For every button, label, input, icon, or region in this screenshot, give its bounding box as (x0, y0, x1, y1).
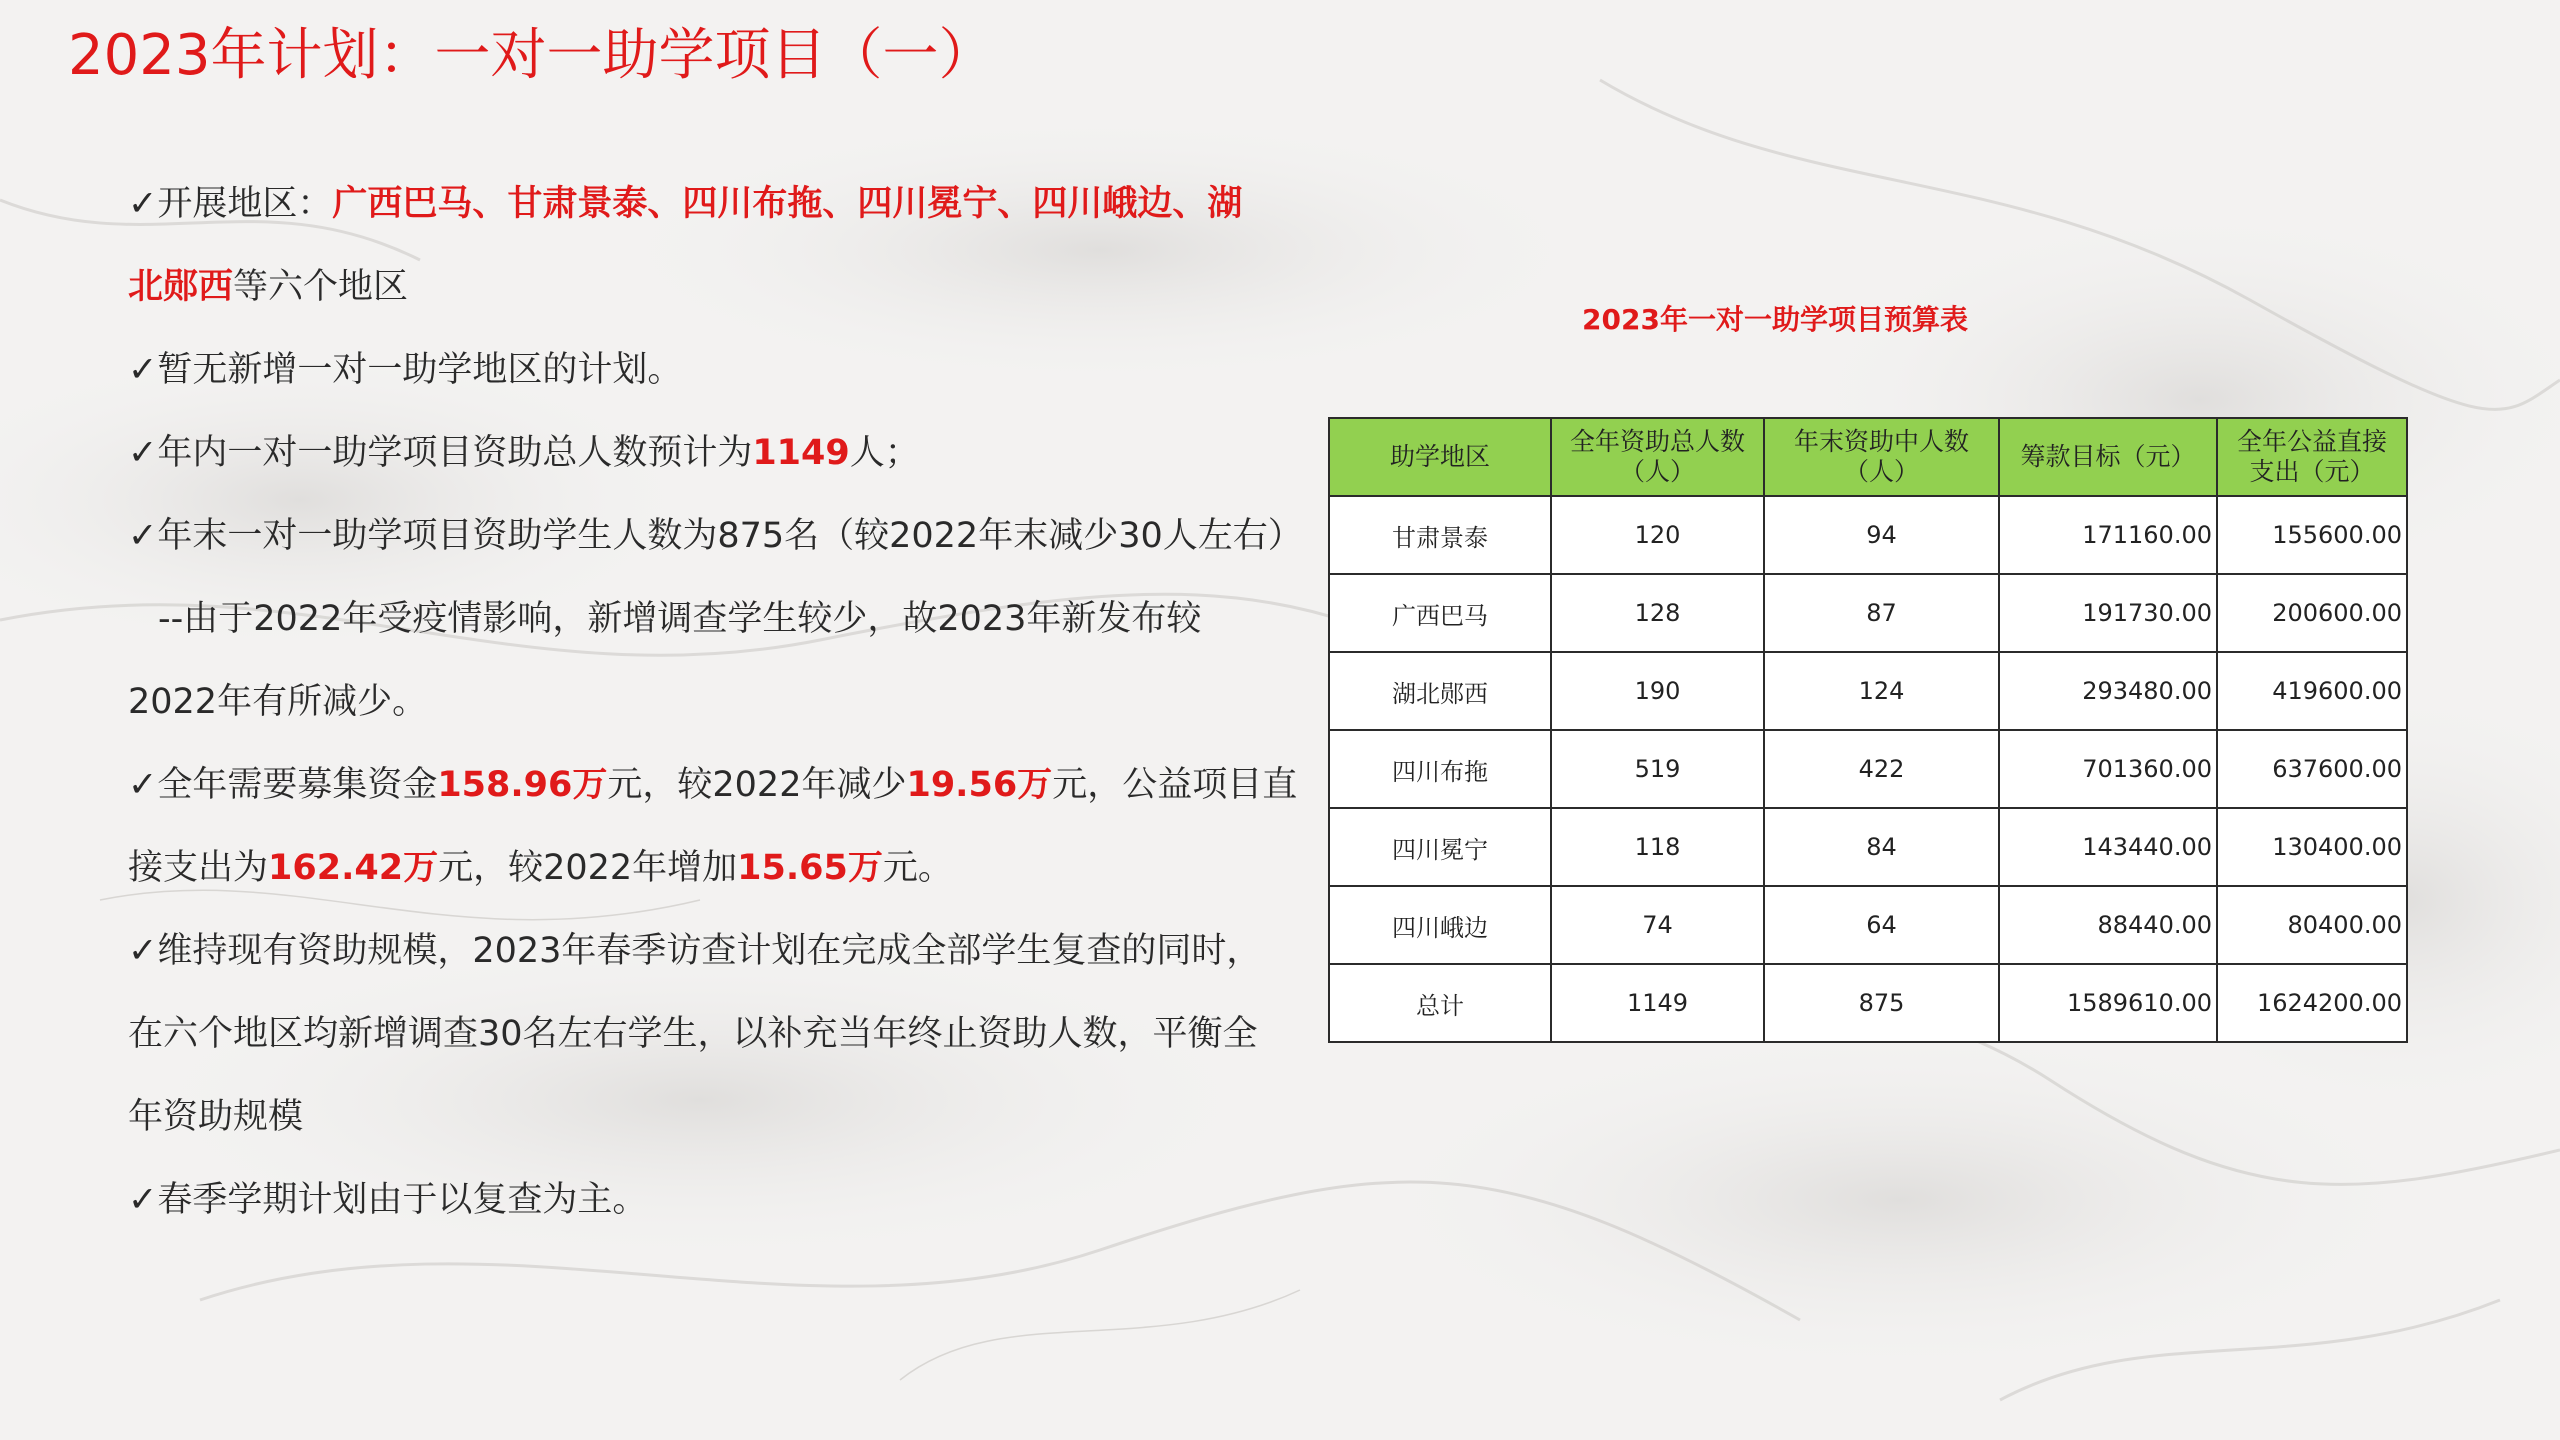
value-cell: 1149 (1551, 964, 1764, 1042)
bullet-line (128, 1159, 1268, 1242)
header-label: 全年资助总人数 (1569, 427, 1745, 456)
value-cell: 87 (1764, 574, 1999, 652)
body-text: 元，较2022年增加 (438, 848, 738, 888)
bullet-line (128, 329, 1268, 412)
value-cell: 143440.00 (1999, 808, 2217, 886)
header-label: 全年公益直接 (2236, 427, 2387, 456)
value-cell: 875 (1764, 964, 1999, 1042)
bullet-line (128, 661, 1268, 744)
value-cell: 74 (1551, 886, 1764, 964)
table-row (1329, 964, 2407, 1042)
table-row (1329, 652, 2407, 730)
value-cell: 64 (1764, 886, 1999, 964)
value-cell: 1624200.00 (2217, 964, 2407, 1042)
table-row (1329, 574, 2407, 652)
body-text: 元。 (882, 848, 953, 888)
body-text: 元，较2022年减少 (607, 765, 907, 805)
value-cell: 130400.00 (2217, 808, 2407, 886)
table-row (1329, 886, 2407, 964)
highlight-text: 北郧西 (128, 267, 234, 307)
value-cell: 124 (1764, 652, 1999, 730)
header-cell (2217, 418, 2407, 496)
body-text: 在六个地区均新增调查30名左右学生，以补充当年终止资助人数，平衡全 (128, 1014, 1258, 1054)
region-cell: 四川冕宁 (1329, 808, 1551, 886)
table-header-row (1329, 418, 2407, 496)
header-label: （人） (1619, 457, 1695, 486)
value-cell: 80400.00 (2217, 886, 2407, 964)
highlight-text: 1149 (752, 433, 850, 473)
value-cell: 293480.00 (1999, 652, 2217, 730)
header-label: 支出（元） (2249, 457, 2375, 486)
highlight-text: 广西巴马、甘肃景泰、四川布拖、四川冕宁、四川峨边、湖 (332, 184, 1243, 224)
header-label: 筹款目标（元） (2020, 442, 2196, 471)
body-text: 接支出为 (128, 848, 269, 888)
value-cell: 422 (1764, 730, 1999, 808)
highlight-text: 19.56万 (906, 765, 1053, 805)
highlight-text: 15.65万 (737, 848, 883, 888)
value-cell: 128 (1551, 574, 1764, 652)
value-cell: 120 (1551, 496, 1764, 574)
bullet-line (128, 827, 1268, 910)
value-cell: 190 (1551, 652, 1764, 730)
table-header (1329, 418, 2407, 496)
header-cell (1764, 418, 1999, 496)
body-text: 等六个地区 (233, 267, 409, 307)
body-text: 年资助规模 (128, 1097, 304, 1137)
region-cell: 四川布拖 (1329, 730, 1551, 808)
bullet-list (128, 163, 1303, 1242)
value-cell: 118 (1551, 808, 1764, 886)
bullet-line (128, 744, 1298, 827)
value-cell: 171160.00 (1999, 496, 2217, 574)
value-cell: 701360.00 (1999, 730, 2217, 808)
body-text: 2022年有所减少。 (128, 682, 428, 722)
region-cell: 总计 (1329, 964, 1551, 1042)
bullet-line (128, 412, 1268, 495)
body-text: ✓全年需要募集资金 (128, 765, 438, 805)
table-body (1329, 496, 2407, 1042)
body-text: 元，公益项目直 (1052, 765, 1298, 805)
table-row (1329, 808, 2407, 886)
body-text: ✓暂无新增一对一助学地区的计划。 (128, 350, 683, 390)
header-cell (1329, 418, 1551, 496)
header-label: （人） (1843, 457, 1919, 486)
value-cell: 419600.00 (2217, 652, 2407, 730)
header-label: 助学地区 (1389, 442, 1490, 471)
page-title: 2023年计划：一对一助学项目（一） (68, 23, 995, 88)
bullet-line (128, 495, 1303, 578)
body-text: 人； (849, 433, 920, 473)
highlight-text: 162.42万 (268, 848, 439, 888)
value-cell: 155600.00 (2217, 496, 2407, 574)
body-text: ✓春季学期计划由于以复查为主。 (128, 1180, 648, 1220)
bullet-line (128, 1076, 1268, 1159)
table-row (1329, 496, 2407, 574)
body-text: ✓开展地区： (128, 184, 333, 224)
body-text: --由于2022年受疫情影响，新增调查学生较少，故2023年新发布较 (158, 599, 1202, 639)
header-cell (1999, 418, 2217, 496)
budget-table (1328, 417, 2408, 1043)
value-cell: 1589610.00 (1999, 964, 2217, 1042)
value-cell: 88440.00 (1999, 886, 2217, 964)
table-title: 2023年一对一助学项目预算表 (1582, 303, 1968, 336)
bullet-line (128, 246, 1268, 329)
body-text: ✓维持现有资助规模，2023年春季访查计划在完成全部学生复查的同时， (128, 931, 1262, 971)
header-cell (1551, 418, 1764, 496)
highlight-text: 158.96万 (437, 765, 608, 805)
bullet-line (128, 578, 1268, 661)
value-cell: 637600.00 (2217, 730, 2407, 808)
region-cell: 甘肃景泰 (1329, 496, 1551, 574)
value-cell: 84 (1764, 808, 1999, 886)
region-cell: 湖北郧西 (1329, 652, 1551, 730)
bullet-line (128, 163, 1268, 246)
value-cell: 200600.00 (2217, 574, 2407, 652)
region-cell: 广西巴马 (1329, 574, 1551, 652)
bullet-line (128, 910, 1268, 993)
body-text: ✓年末一对一助学项目资助学生人数为875名（较2022年末减少30人左右） (128, 516, 1303, 556)
table-row (1329, 730, 2407, 808)
header-label: 年末资助中人数 (1793, 427, 1969, 456)
value-cell: 191730.00 (1999, 574, 2217, 652)
bullet-line (128, 993, 1268, 1076)
value-cell: 519 (1551, 730, 1764, 808)
body-text: ✓年内一对一助学项目资助总人数预计为 (128, 433, 753, 473)
value-cell: 94 (1764, 496, 1999, 574)
region-cell: 四川峨边 (1329, 886, 1551, 964)
